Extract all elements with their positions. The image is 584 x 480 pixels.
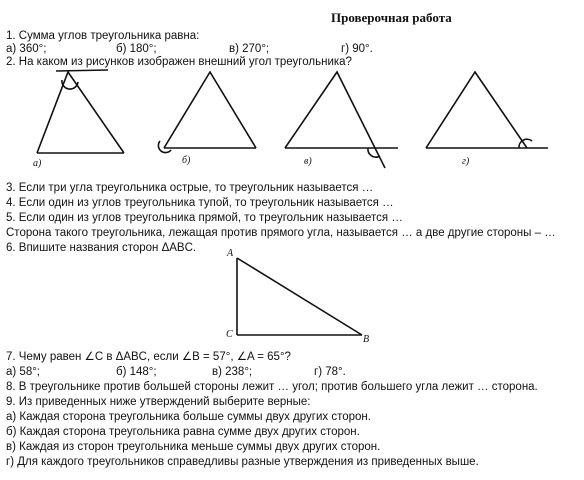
triangle-figure-b (158, 72, 256, 153)
q7-option-b: б) 148°; (116, 366, 157, 378)
figure-label-b: б) (182, 155, 191, 166)
q9-option-a: а) Каждая сторона треугольника больше суммы двух других сторон. (6, 411, 371, 423)
q1-option-c: в) 270°; (229, 43, 270, 55)
vertex-label-a: A (227, 248, 234, 259)
page-title: Проверочная работа (331, 10, 452, 25)
question-1: 1. Сумма углов треугольника равна: (6, 30, 200, 42)
triangle-abc (237, 258, 362, 335)
question-9: 9. Из приведенных ниже утверждений выберите верные: (6, 396, 311, 408)
vertex-label-b: B (363, 334, 370, 345)
vertex-label-c: C (226, 329, 233, 340)
question-4: 4. Если один из углов треугольника тупой, то треугольник называется … (6, 197, 394, 209)
q1-option-a: а) 360°; (6, 43, 47, 55)
question-6: 6. Впишите названия сторон ΔABC. (6, 242, 197, 254)
q7-option-a: а) 58°; (6, 366, 41, 378)
question-7: 7. Чему равен ∠C в ΔABC, если ∠B = 57°, ∠A = 65°? (6, 351, 291, 363)
question-3: 3. Если три угла треугольника острые, то треугольник называется … (6, 182, 374, 194)
figure-label-c: в) (304, 156, 312, 167)
q9-option-c: в) Каждая из сторон треугольника меньше суммы двух других сторон. (6, 441, 381, 453)
question-5: 5. Если один из углов треугольника прямой, то треугольник называется … (6, 212, 403, 224)
q7-option-d: г) 78°. (314, 366, 346, 378)
q1-option-b: б) 180°; (116, 43, 157, 55)
q9-option-b: б) Каждая сторона треугольника равна сумме двух других сторон. (6, 426, 360, 438)
figure-label-d: г) (462, 156, 470, 167)
q9-option-d: г) Для каждого треугольников справедливы разные утверждения из приведенных выше. (6, 456, 479, 468)
question-8: 8. В треугольнике против большей стороны лежит … угол; против большего угла лежит … сторона. (6, 381, 538, 393)
question-5-continued: Сторона такого треугольника, лежащая против прямого угла, называется … а две другие стороны – … (6, 227, 556, 239)
triangle-figure-d (426, 72, 548, 148)
q7-option-c: в) 238°; (212, 366, 253, 378)
figure-label-a: а) (33, 158, 42, 169)
q1-option-d: г) 90°. (341, 43, 373, 55)
question-2: 2. На каком из рисунков изображен внешний угол треугольника? (6, 56, 352, 68)
triangle-figure-a (37, 70, 124, 153)
triangle-figure-c (285, 72, 398, 168)
